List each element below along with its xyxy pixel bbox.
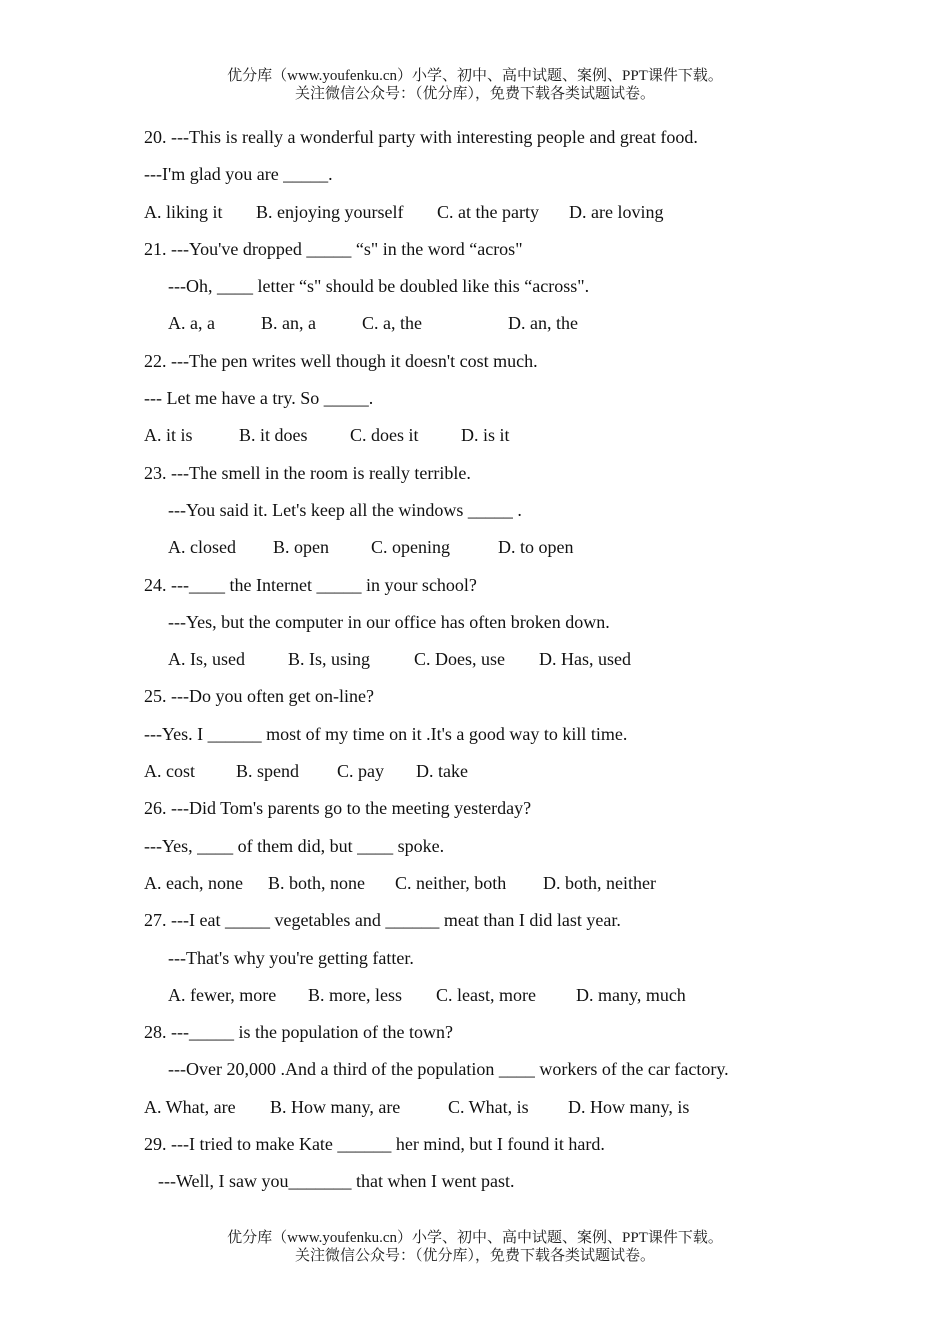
- question-20-options: [144, 197, 844, 234]
- question-23-option-c: C. opening: [371, 537, 450, 558]
- question-23-option-d: D. to open: [498, 537, 574, 558]
- question-23-option-a: A. closed: [168, 537, 236, 558]
- question-28-option-a: A. What, are: [144, 1096, 236, 1117]
- question-26-option-d: D. both, neither: [543, 872, 656, 893]
- question-24-prompt: 24. ---____ the Internet _____ in your school?: [144, 574, 477, 595]
- question-24-option-b: B. Is, using: [288, 649, 371, 670]
- question-25-option-b: B. spend: [236, 761, 299, 782]
- question-22-response: --- Let me have a try. So _____.: [144, 388, 374, 409]
- question-21-response: ---Oh, ____ letter “s" should be doubled like this “across".: [168, 276, 590, 297]
- question-25-options: [144, 756, 844, 793]
- question-25-prompt: 25. ---Do you often get on-line?: [144, 686, 374, 707]
- footer-line-1: 优分库（www.youfenku.cn）小学、初中、高中试题、案例、PPT课件下载。: [227, 1230, 723, 1246]
- question-24-option-c: C. Does, use: [414, 649, 505, 670]
- question-20-prompt: 20. ---This is really a wonderful party with interesting people and great food.: [144, 127, 698, 147]
- question-25-option-c: C. pay: [337, 761, 384, 782]
- question-22-option-b: B. it does: [239, 425, 308, 446]
- page-header: [0, 67, 950, 103]
- question-24-options: [144, 644, 844, 681]
- page-footer: [0, 1229, 950, 1265]
- question-list: [144, 122, 844, 1204]
- question-27-options: [144, 980, 844, 1017]
- question-28-option-c: C. What, is: [448, 1096, 529, 1117]
- question-29-prompt: 29. ---I tried to make Kate ______ her mind, but I found it hard.: [144, 1134, 605, 1155]
- question-21-prompt: 21. ---You've dropped _____ “s" in the word “acros": [144, 238, 523, 259]
- question-24-response: ---Yes, but the computer in our office has often broken down.: [168, 611, 610, 632]
- question-28-option-d: D. How many, is: [568, 1096, 690, 1117]
- question-23-prompt: 23. ---The smell in the room is really terrible.: [144, 462, 471, 483]
- question-27-option-d: D. many, much: [576, 984, 686, 1005]
- question-26-option-c: C. neither, both: [395, 872, 507, 893]
- question-21-options: [144, 308, 844, 345]
- question-23-response: ---You said it. Let's keep all the windows _____ .: [168, 499, 522, 520]
- question-28-response: ---Over 20,000 .And a third of the population ____ workers of the car factory.: [168, 1059, 729, 1080]
- question-21-option-d: D. an, the: [508, 313, 578, 334]
- question-21-option-a: A. a, a: [168, 313, 215, 334]
- question-20-option-c: C. at the party: [437, 201, 539, 222]
- question-20-option-d: D. are loving: [569, 201, 664, 222]
- question-21-option-c: C. a, the: [362, 313, 422, 334]
- question-22-options: [144, 420, 844, 457]
- question-25-response: ---Yes. I ______ most of my time on it .It's a good way to kill time.: [144, 723, 628, 744]
- question-27-option-a: A. fewer, more: [168, 984, 277, 1005]
- question-22-option-a: A. it is: [144, 425, 193, 446]
- question-20-response: ---I'm glad you are _____.: [144, 164, 333, 185]
- question-27-option-b: B. more, less: [308, 984, 402, 1005]
- header-line-2: 关注微信公众号：（优分库），免费下载各类试题试卷。: [294, 86, 655, 102]
- question-28-options: [144, 1092, 844, 1129]
- header-line-1: 优分库（www.youfenku.cn）小学、初中、高中试题、案例、PPT课件下载。: [227, 68, 723, 84]
- question-27-prompt: 27. ---I eat _____ vegetables and ______ meat than I did last year.: [144, 910, 621, 931]
- question-25-option-a: A. cost: [144, 761, 195, 782]
- footer-line-2: 关注微信公众号：（优分库），免费下载各类试题试卷。: [294, 1248, 655, 1264]
- question-24-option-d: D. Has, used: [539, 649, 631, 670]
- question-23-option-b: B. open: [273, 537, 329, 558]
- question-26-options: [144, 868, 844, 905]
- question-26-prompt: 26. ---Did Tom's parents go to the meeting yesterday?: [144, 798, 532, 819]
- question-22-option-d: D. is it: [461, 425, 510, 446]
- question-21-option-b: B. an, a: [261, 313, 316, 334]
- question-22-option-c: C. does it: [350, 425, 419, 446]
- question-26-option-a: A. each, none: [144, 872, 243, 893]
- question-20-option-a: A. liking it: [144, 201, 223, 222]
- question-29-response: ---Well, I saw you_______ that when I went past.: [158, 1171, 515, 1192]
- question-28-prompt: 28. ---_____ is the population of the town?: [144, 1022, 453, 1043]
- question-26-option-b: B. both, none: [268, 872, 365, 893]
- question-23-options: [144, 532, 844, 569]
- question-26-response: ---Yes, ____ of them did, but ____ spoke.: [144, 835, 445, 856]
- question-25-option-d: D. take: [416, 761, 468, 782]
- question-27-response: ---That's why you're getting fatter.: [168, 947, 414, 968]
- question-20-option-b: B. enjoying yourself: [256, 201, 404, 222]
- question-27-option-c: C. least, more: [436, 984, 536, 1005]
- question-22-prompt: 22. ---The pen writes well though it doesn't cost much.: [144, 350, 538, 371]
- question-24-option-a: A. Is, used: [168, 649, 245, 670]
- question-28-option-b: B. How many, are: [270, 1096, 401, 1117]
